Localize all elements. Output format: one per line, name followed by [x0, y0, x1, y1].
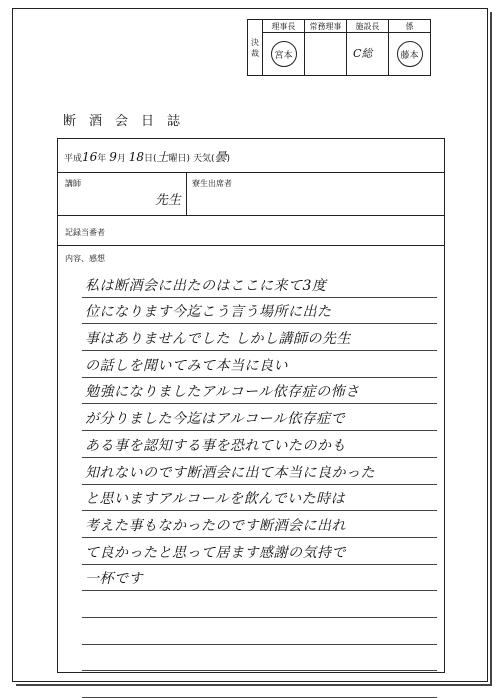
impressions-label: 内容、感想	[65, 254, 105, 263]
month-value: 9	[109, 150, 117, 164]
year-unit: 年	[97, 154, 107, 164]
handwritten-text: 私は断酒会に出たのはここに来て3度	[85, 277, 327, 294]
impressions-lines	[82, 271, 437, 698]
handwritten-text: が分りました今迄はアルコール依存症で	[85, 411, 346, 428]
date-line	[64, 148, 230, 165]
approval-side-label: 決裁	[248, 20, 263, 76]
hanko-stamp: 藤本	[397, 41, 423, 67]
handwritten-text: 事はありませんでした しかし講師の先生	[85, 331, 351, 348]
weather-value: 曇	[214, 150, 227, 164]
approval-cell-director	[347, 33, 389, 76]
date-row	[58, 139, 444, 173]
day-value: 18	[128, 150, 144, 164]
day-unit: 日	[144, 154, 154, 164]
ruled-line	[82, 511, 437, 538]
approval-cell-chairman	[263, 33, 305, 76]
dorm-attendees-label: 寮生出席者	[192, 179, 232, 188]
handwritten-text: 勉強になりましたアルコール依存症の怖さ	[85, 384, 360, 401]
ruled-line	[82, 404, 437, 431]
handwritten-signature: C総	[353, 47, 373, 60]
weekday-close: 曜日)	[168, 154, 191, 164]
weekday-open: (	[153, 154, 157, 164]
approval-cell-executive	[305, 33, 347, 76]
approval-header-executive: 常務理事	[305, 20, 347, 33]
handwritten-text: 位になります今迄こう言う場所に出た	[85, 304, 332, 321]
ruled-line	[82, 351, 437, 378]
ruled-line	[82, 485, 437, 512]
approval-header-staff: 係	[389, 20, 431, 33]
ruled-line	[82, 618, 437, 645]
handwritten-text: 一杯です	[85, 571, 143, 588]
handwritten-text: 考えた事もなかったのです断酒会に出れ	[85, 517, 346, 534]
hanko-stamp: 宮本	[271, 41, 297, 67]
ruled-line	[82, 324, 437, 351]
handwritten-text: の話しを聞いてみて本当に良い	[85, 357, 288, 374]
column-divider	[186, 172, 187, 215]
ruled-line	[82, 671, 437, 698]
weather-label: 天気(	[192, 154, 215, 164]
ruled-line	[82, 271, 437, 298]
lecturer-label: 講師	[65, 179, 81, 188]
ruled-line	[82, 378, 437, 405]
recorder-label: 記録当番者	[65, 228, 105, 237]
ruled-line	[82, 645, 437, 672]
lecturer-row	[58, 172, 444, 216]
weekday-value: 土	[156, 150, 169, 164]
ruled-line	[82, 591, 437, 618]
page-title: 断酒会日誌	[63, 114, 194, 129]
ruled-line	[82, 298, 437, 325]
approval-header-director: 施設長	[347, 20, 389, 33]
ruled-line	[82, 565, 437, 592]
approval-stamp-table	[247, 19, 431, 76]
weather-close: )	[226, 154, 230, 164]
lecturer-name: 先生	[155, 193, 182, 208]
approval-header-chairman: 理事長	[263, 20, 305, 33]
recorder-row	[58, 215, 444, 246]
log-form	[57, 138, 445, 673]
month-unit: 月	[116, 154, 126, 164]
handwritten-text: 知れないのです断酒会に出て本当に良かった	[85, 464, 375, 481]
approval-cell-staff	[389, 33, 431, 76]
era-label: 平成	[64, 154, 83, 164]
ruled-line	[82, 538, 437, 565]
ruled-line	[82, 458, 437, 485]
ruled-line	[82, 431, 437, 458]
year-value: 16	[82, 150, 98, 164]
handwritten-text: て良かったと思って居ます感謝の気持で	[85, 544, 346, 561]
handwritten-text: ある事を認知する事を恐れていたのかも	[85, 437, 346, 454]
handwritten-text: と思いますアルコールを飲んでいた時は	[85, 491, 346, 508]
